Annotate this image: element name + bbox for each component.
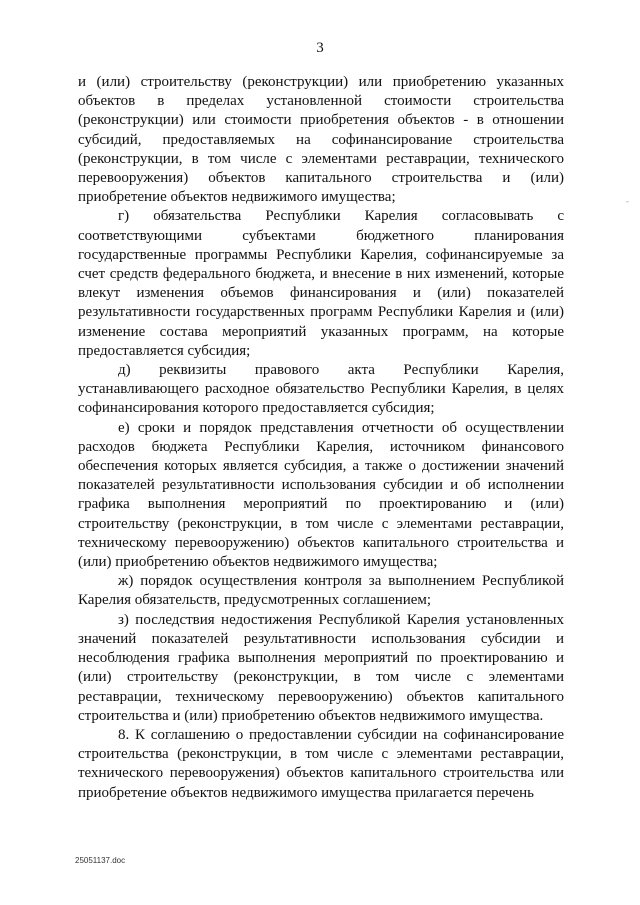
page-number: 3 (316, 40, 324, 56)
paragraph-item-e: е) сроки и порядок представления отчетности об осуществлении расходов бюджета Республики Карелия, источником финансового обеспечения которых является субсидия, а также о достижении значений показателей результативности использования субсидии и об исполнении графика выполнения мероприятий по проектированию и (или) строительству (реконструкции, в том числе с элементами реставрации, техническому перевооружению) объектов капитального строительства и (или) приобретению объектов недвижимого имущества; (78, 419, 564, 571)
paragraph-continuation: и (или) строительству (реконструкции) или приобретению указанных объектов в пределах установленной стоимости строительства (реконструкции) или стоимости приобретения объектов - в отношении субсидий, предоставляемых на софинансирование строительства (реконструкции, в том числе с элементами реставрации, технического перевооружения) объектов капитального строительства и (или) приобретение объектов недвижимого имущества; (78, 74, 564, 206)
paragraph-point-8: 8. К соглашению о предоставлении субсидии на софинансирование строительства (реконструкции, в том числе с элементами реставрации, технического перевооружения) объектов капитального строительства или приобретение объектов недвижимого имущества прилагается перечень (78, 726, 564, 801)
paragraph-item-z: з) последствия недостижения Республикой Карелия установленных значений показателей результативности использования субсидии и несоблюдения графика выполнения мероприятий по проектированию и (или) строительству (реконструкции, в том числе с элементами реставрации, техническому перевооружению) объектов капитального строительства и (или) приобретению объектов недвижимого имущества. (78, 611, 564, 724)
margin-mark: - (626, 196, 629, 206)
paragraph-item-g: г) обязательства Республики Карелия согласовывать с соответствующими субъектами бюджетного планирования государственные программы Республики Карелия, софинансируемые за счет средств федерального бюджета, и внесение в них изменений, которые влекут изменения объемов финансирования и (или) показателей результативности государственных программ Республики Карелия и (или) изменение состава мероприятий указанных программ, на которые предоставляется субсидия; (78, 208, 564, 359)
paragraph-item-zh: ж) порядок осуществления контроля за выполнением Республикой Карелия обязательств, предусмотренных соглашением; (78, 573, 564, 609)
footer-filename: 25051137.doc (75, 856, 126, 865)
document-body (78, 73, 564, 803)
paragraph-item-d: д) реквизиты правового акта Республики Карелия, устанавливающего расходное обязательство Республики Карелия, в целях софинансирования которого предоставляется субсидия; (78, 362, 564, 417)
